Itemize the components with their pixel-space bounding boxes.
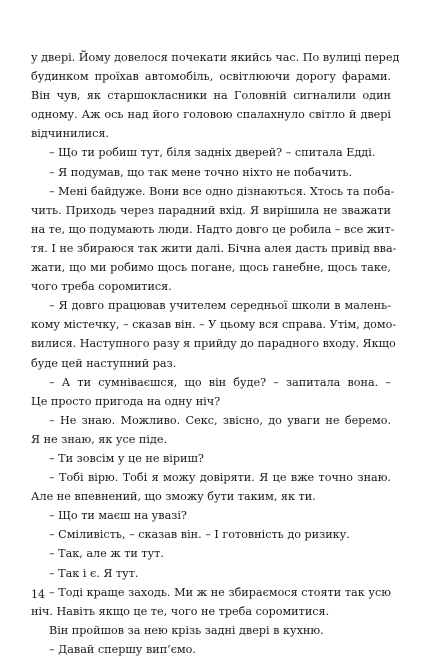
text-line: – Так, але ж ти тут. [49,547,164,561]
text-line: – Сміливість, – сказав він. – І готовність до ризику. [49,528,350,542]
text-line: Я не знаю, як усе піде. [31,432,168,446]
text-line: – Тоді краще заходь. Ми ж не збираємося стояти так усю [49,585,391,599]
text-line: відчинилися. [31,127,109,141]
text-line: на те, що подумають люди. Надто довго це робила – все жит- [31,222,395,236]
text-line: – Я подумав, що так мене точно ніхто не побачить. [49,165,353,179]
text-line: будинком проїхав автомобіль, освітлюючи дорогу фарами. [31,70,391,84]
text-line: – Ти зовсім у це не віриш? [49,451,204,465]
text-line: – Тобі вірю. Тобі я можу довіряти. Я це вже точно знаю. [49,471,391,485]
text-line: Він пройшов за нею крізь задні двері в кухню. [49,623,324,637]
text-line: кому містечку, – сказав він. – У цьому вся справа. Утім, домо- [31,318,397,332]
body-text [31,48,400,659]
text-line: Він чув, як старшокласники на Головній сигналили один [31,89,391,103]
text-line: – Я довго працював учителем середньої школи в малень- [49,299,391,313]
text-line: – Не знаю. Можливо. Секс, звісно, до уваги не беремо. [49,413,391,427]
text-line: буде цей наступний раз. [31,356,177,370]
text-line: ніч. Навіть якщо це те, чого не треба соромитися. [31,604,330,618]
text-line: Але не впевнений, що зможу бути таким, як ти. [31,490,316,504]
text-line: – Що ти маєш на увазі? [49,509,187,523]
text-line: Це просто пригода на одну ніч? [31,394,221,408]
text-line: одному. Аж ось над його головою спалахнуло світло й двері [31,108,391,122]
text-line: чого треба соромитися. [31,280,172,294]
text-line: – Мені байдуже. Вони все одно дізнаються. Хтось та поба- [49,184,395,198]
text-line: – А ти сумніваєшся, що він буде? – запитала вона. – [49,375,391,389]
page-number: 14 [31,588,45,601]
text-line: – Що ти робиш тут, біля задніх дверей? – спитала Едді. [49,146,376,160]
text-line: чить. Приходь через парадний вхід. Я вирішила не зважати [31,203,391,217]
text-line: у двері. Йому довелося почекати якийсь час. По вулиці перед [31,51,400,64]
text-line: жати, що ми робимо щось погане, щось ганебне, щось таке, [31,261,391,275]
text-line: вилися. Наступного разу я прийду до парадного входу. Якщо [31,337,396,351]
text-line: – Давай спершу вип’ємо. [49,642,196,656]
text-line: – Так і є. Я тут. [49,566,139,580]
text-line: тя. І не збираюся так жити далі. Бічна алея дасть привід вва- [31,241,397,255]
